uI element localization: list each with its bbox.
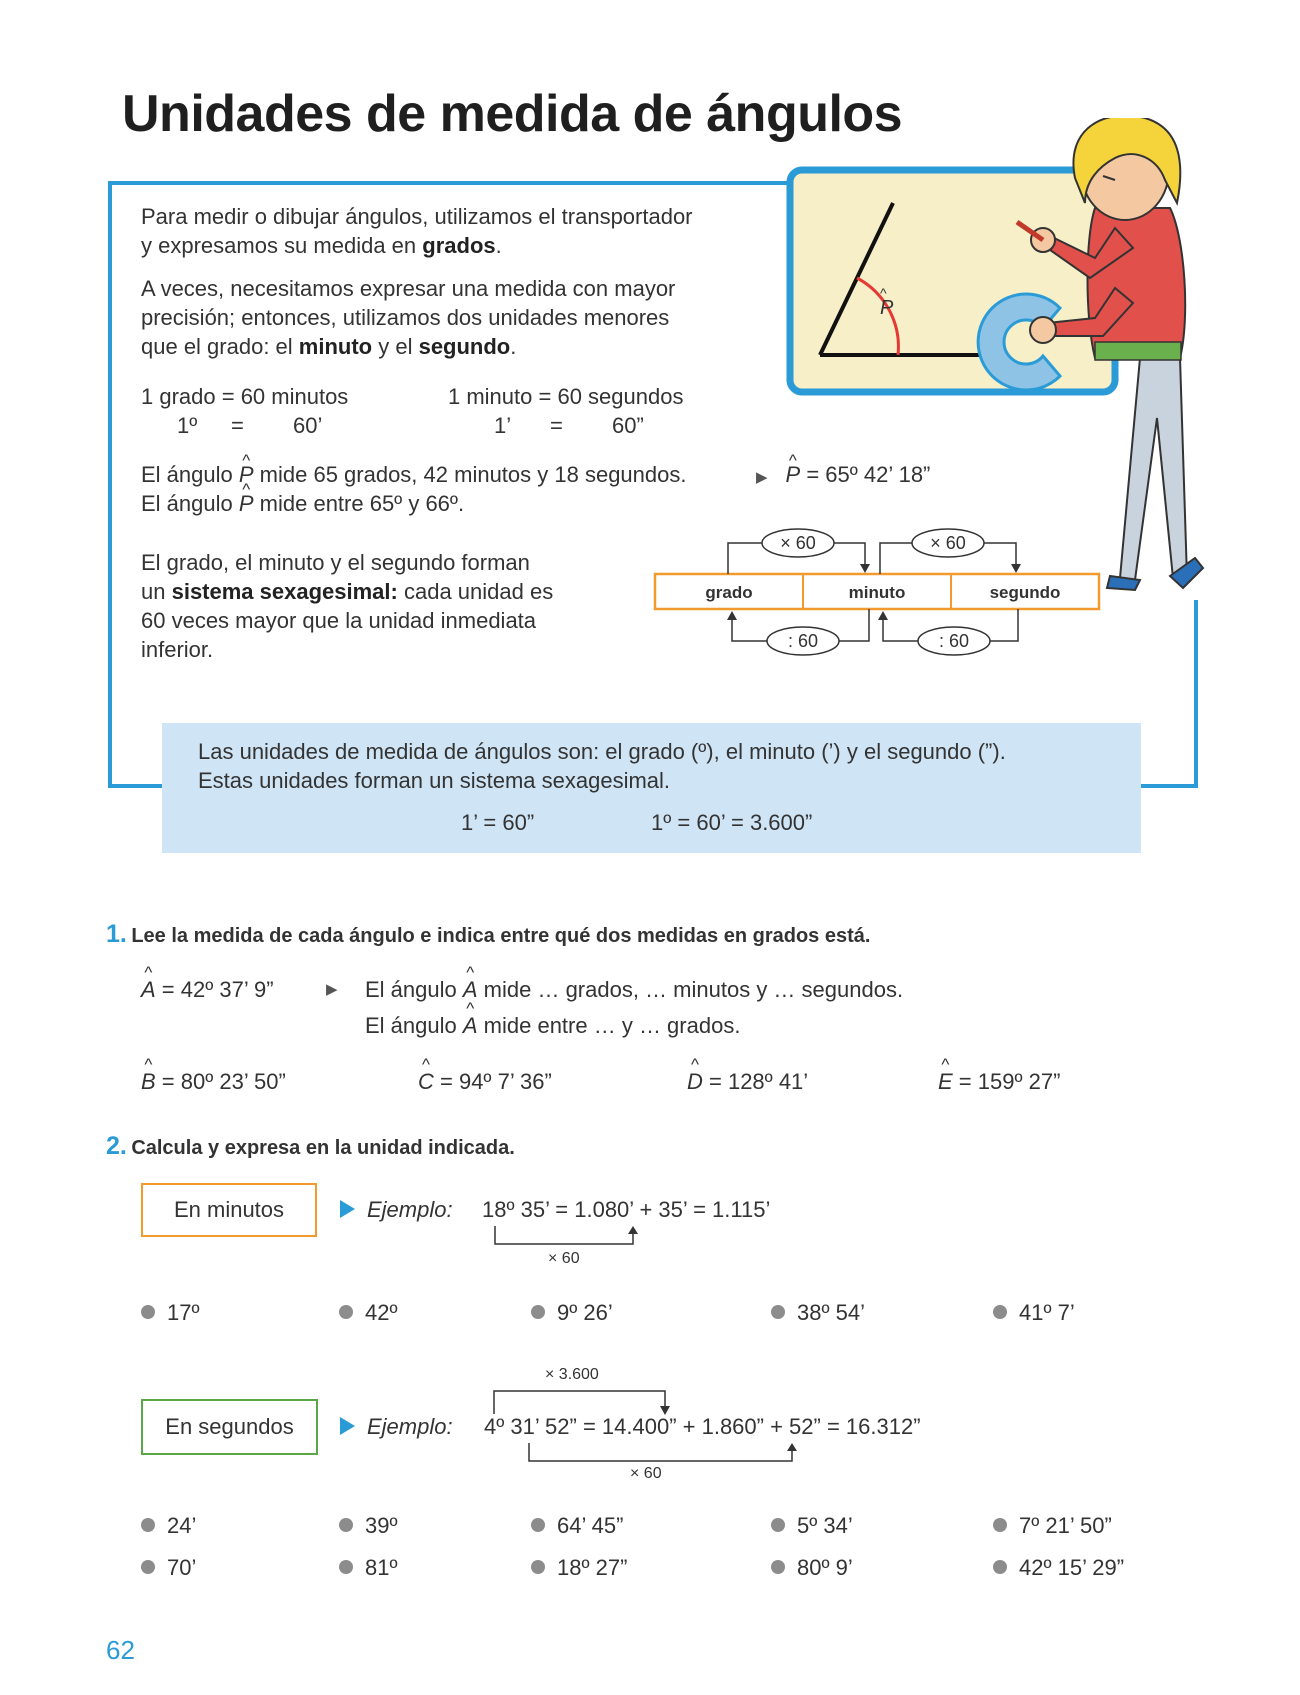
letter-a: ^ A: [141, 977, 156, 1003]
intro-p1-bold: grados: [422, 233, 496, 258]
intro-p2-line1: A veces, necesitamos expresar una medida con mayor: [141, 276, 676, 301]
sexa-line1: El grado, el minuto y el segundo forman: [141, 550, 530, 575]
summary-box: [162, 723, 1141, 853]
exercise-1-angle-d: [687, 1069, 808, 1095]
seconds-item-3-text: 64’ 45”: [557, 1513, 624, 1538]
student-illustration: [785, 118, 1245, 638]
frame-border-left: [108, 181, 112, 788]
bracket-arrowhead: [628, 1226, 638, 1234]
student-hand-down: [1030, 317, 1056, 343]
bullet-icon: [993, 1560, 1007, 1574]
angle-c-value: = 94º 7’ 36”: [433, 1069, 552, 1094]
eq-minuto: [448, 382, 683, 440]
sexa-line3: 60 veces mayor que la unidad inmediata: [141, 608, 537, 633]
intro-p2-bold-segundo: segundo: [418, 334, 511, 359]
arrow-icon: ▶: [326, 981, 338, 998]
unit-minuto: minuto: [848, 583, 906, 602]
seconds-example-bracket-bottom: [525, 1443, 805, 1473]
exercise-2-title: Calcula y expresa en la unidad indicada.: [131, 1137, 515, 1159]
shirt-hem: [1095, 342, 1181, 360]
angle-p-line1: [141, 460, 686, 489]
angle-p2-text2: mide entre 65º y 66º.: [253, 491, 465, 516]
intro-p2-end: .: [510, 334, 517, 359]
sexa-line2: [141, 577, 553, 606]
angle-p-label: P: [880, 297, 894, 319]
bullet-icon: [771, 1560, 785, 1574]
letter-a-2: ^ A: [463, 977, 478, 1003]
div-label-2: : 60: [938, 631, 970, 651]
angle-p-text2: mide 65 grados, 42 minutos y 18 segundos.: [253, 462, 687, 487]
div-label-1: : 60: [787, 631, 819, 651]
minutes-example-label: Ejemplo:: [367, 1197, 453, 1222]
div-arrowhead-1: [727, 611, 737, 620]
minutes-item-2-text: 42º: [365, 1300, 398, 1325]
intro-p2-line3: [141, 332, 675, 361]
intro-p1-line2: [141, 231, 693, 260]
sexa-rest: cada unidad es: [397, 579, 554, 604]
angle-p-line2: [141, 489, 464, 518]
summary-line2: Estas unidades forman un sistema sexagesimal.: [198, 768, 671, 793]
exercise-1-angle-a: [141, 977, 274, 1003]
summary-eq-a: 1’ = 60”: [461, 810, 535, 835]
bullet-icon: [771, 1305, 785, 1319]
exercise-1-number: 1.: [106, 920, 127, 948]
eq-minuto-line1: 1 minuto = 60 segundos: [448, 384, 684, 409]
frame-border-bottom-right: [1140, 784, 1198, 788]
summary-eq-b: 1º = 60’ = 3.600”: [651, 810, 813, 835]
bullet-icon: [141, 1560, 155, 1574]
bracket-bottom-arrowhead: [787, 1443, 797, 1451]
angle-p-text1: El ángulo: [141, 462, 239, 487]
eq-grado-c: 60’: [293, 413, 323, 438]
intro-paragraph-1: [141, 202, 693, 260]
angle-p-symbol-2: ^ P: [786, 460, 801, 489]
bullet-icon: [993, 1305, 1007, 1319]
bullet-icon: [339, 1518, 353, 1532]
letter-a-3: ^ A: [463, 1013, 478, 1039]
angle-b-value: = 80º 23’ 50”: [155, 1069, 286, 1094]
seconds-item-10: [993, 1555, 1124, 1581]
eq-grado: [141, 382, 348, 440]
seconds-item-9: [771, 1555, 853, 1581]
sexagesimal-paragraph: [141, 548, 553, 664]
eq-grado-b: =: [231, 413, 244, 438]
minutes-item-3: [531, 1300, 613, 1326]
seconds-item-1: [141, 1513, 196, 1539]
bullet-icon: [339, 1560, 353, 1574]
frame-border-top: [108, 181, 798, 185]
frame-border-bottom-left: [108, 784, 164, 788]
page-number: 62: [106, 1635, 135, 1665]
intro-paragraph-2: [141, 274, 675, 361]
minutes-box: En minutos: [141, 1183, 317, 1237]
sexa-un: un: [141, 579, 172, 604]
bullet-icon: [141, 1518, 155, 1532]
exercise-1-angle-e: [938, 1069, 1060, 1095]
intro-p1-text: y expresamos su medida en: [141, 233, 423, 258]
seconds-item-5: [993, 1513, 1112, 1539]
eq-minuto-a: 1’: [494, 413, 512, 438]
ex1-a-l1-text2: mide … grados, … minutos y … segundos.: [477, 977, 904, 1002]
letter-e: ^ E: [938, 1069, 953, 1095]
minutes-item-4-text: 38º 54’: [797, 1300, 865, 1325]
summary-line1: Las unidades de medida de ángulos son: el grado (º), el minuto (’) y el segundo (”).: [198, 739, 1006, 764]
student-legs: [1120, 358, 1187, 580]
seconds-item-4: [771, 1513, 853, 1539]
minutes-item-2: [339, 1300, 398, 1326]
sexa-bold: sistema sexagesimal:: [171, 579, 398, 604]
seconds-example-bracket-top: [490, 1386, 670, 1416]
bracket-top-line: [494, 1391, 665, 1414]
minutes-item-4: [771, 1300, 865, 1326]
intro-p2-bold-minuto: minuto: [298, 334, 373, 359]
angle-p-hat: ^: [880, 285, 887, 301]
seconds-box: En segundos: [141, 1399, 318, 1455]
eq-grado-line1: 1 grado = 60 minutos: [141, 384, 349, 409]
eq-grado-a: 1º: [177, 413, 198, 438]
exercise-1-a-line2: [365, 1013, 740, 1039]
seconds-example-note-bottom: × 60: [630, 1465, 662, 1482]
seconds-item-6: [141, 1555, 196, 1581]
bracket-line: [495, 1226, 633, 1244]
bullet-icon: [993, 1518, 1007, 1532]
mult-label-1: × 60: [780, 533, 816, 553]
seconds-item-8-text: 18º 27”: [557, 1555, 628, 1580]
minutes-item-5-text: 41º 7’: [1019, 1300, 1075, 1325]
exercise-1-angle-b: [141, 1069, 286, 1095]
seconds-item-2-text: 39º: [365, 1513, 398, 1538]
seconds-item-8: [531, 1555, 627, 1581]
minutes-item-1: [141, 1300, 200, 1326]
intro-p2-text: que el grado: el: [141, 334, 299, 359]
intro-p1-end: .: [495, 233, 502, 258]
unit-grado: grado: [705, 583, 753, 602]
exercise-2-header: [106, 1132, 515, 1161]
seconds-item-7: [339, 1555, 398, 1581]
play-arrow-icon: [340, 1417, 355, 1440]
bullet-icon: [531, 1518, 545, 1532]
eq-minuto-line2: [448, 411, 683, 440]
seconds-item-2: [339, 1513, 398, 1539]
seconds-example-note-top: × 3.600: [545, 1366, 599, 1383]
eq-minuto-b: =: [550, 413, 563, 438]
chalkboard: [790, 170, 1115, 392]
exercise-1-a-line1: [365, 977, 903, 1003]
bullet-icon: [531, 1560, 545, 1574]
intro-p1-line1: Para medir o dibujar ángulos, utilizamos el transportador: [141, 204, 693, 229]
exercise-1-header: [106, 920, 870, 949]
ex1-a-l2-text1: El ángulo: [365, 1013, 463, 1038]
exercise-1-angle-c: [418, 1069, 552, 1095]
seconds-item-5-text: 7º 21’ 50”: [1019, 1513, 1112, 1538]
eq-grado-line2: [141, 411, 348, 440]
seconds-item-9-text: 80º 9’: [797, 1555, 853, 1580]
unit-segundo: segundo: [989, 583, 1061, 602]
arrow-icon: ▶: [756, 469, 768, 486]
angle-p2-text1: El ángulo: [141, 491, 239, 516]
angle-p-symbol-3: ^ P: [239, 489, 254, 518]
eq-minuto-c: 60”: [612, 413, 644, 438]
angle-a-value: = 42º 37’ 9”: [155, 977, 274, 1002]
sexa-line4: inferior.: [141, 637, 214, 662]
minutes-item-1-text: 17º: [167, 1300, 200, 1325]
ex1-a-l1-text1: El ángulo: [365, 977, 463, 1002]
bullet-icon: [339, 1305, 353, 1319]
bullet-icon: [771, 1518, 785, 1532]
seconds-item-10-text: 42º 15’ 29”: [1019, 1555, 1125, 1580]
bullet-icon: [531, 1305, 545, 1319]
seconds-item-4-text: 5º 34’: [797, 1513, 853, 1538]
seconds-item-7-text: 81º: [365, 1555, 398, 1580]
exercise-2-number: 2.: [106, 1132, 127, 1160]
angle-d-value: = 128º 41’: [702, 1069, 809, 1094]
seconds-item-6-text: 70’: [167, 1555, 197, 1580]
page-title: Unidades de medida de ángulos: [122, 85, 903, 143]
play-arrow-icon: [340, 1200, 355, 1223]
angle-e-value: = 159º 27”: [952, 1069, 1061, 1094]
intro-p2-text2: y el: [372, 334, 419, 359]
angle-p-symbol: ^ P: [239, 460, 254, 489]
letter-b: ^ B: [141, 1069, 156, 1095]
bullet-icon: [141, 1305, 155, 1319]
seconds-item-1-text: 24’: [167, 1513, 197, 1538]
letter-d: ^ D: [687, 1069, 703, 1095]
ex1-a-l2-text2: mide entre … y … grados.: [477, 1013, 741, 1038]
intro-p2-line2: precisión; entonces, utilizamos dos unidades menores: [141, 305, 670, 330]
seconds-example: 4º 31’ 52” = 14.400” + 1.860” + 52” = 16.312”: [484, 1414, 921, 1439]
seconds-item-3: [531, 1513, 623, 1539]
minutes-example: 18º 35’ = 1.080’ + 35’ = 1.115’: [482, 1197, 771, 1222]
mult-label-2: × 60: [930, 533, 966, 553]
exercise-1-title: Lee la medida de cada ángulo e indica entre qué dos medidas en grados está.: [131, 925, 871, 947]
bracket-bottom-line: [529, 1443, 792, 1461]
letter-c: ^ C: [418, 1069, 434, 1095]
minutes-item-3-text: 9º 26’: [557, 1300, 613, 1325]
seconds-example-label: Ejemplo:: [367, 1414, 453, 1439]
minutes-example-note: × 60: [548, 1250, 580, 1267]
minutes-item-5: [993, 1300, 1075, 1326]
angle-p-value: = 65º 42’ 18”: [800, 462, 931, 487]
